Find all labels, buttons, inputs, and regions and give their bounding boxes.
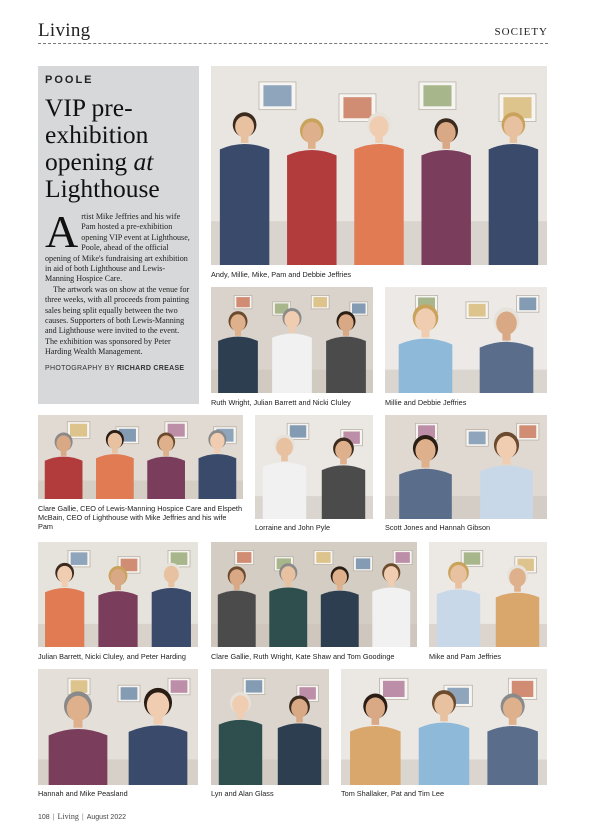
paragraph-2: The artwork was on show at the venue for three weeks, with all proceeds from painting sales being split equally between the two causes. Supporters of both Lewis-Manning and Lighthouse were invited to the event. The exhibition was sponsored by Peter Harding Wealth Management. xyxy=(45,284,190,357)
event-photo xyxy=(211,287,373,393)
article-headline xyxy=(45,94,193,202)
photo-illustration xyxy=(38,669,198,785)
event-photo xyxy=(341,669,547,785)
page-footer xyxy=(38,812,126,821)
event-photo xyxy=(38,669,198,785)
photo-illustration xyxy=(38,415,243,499)
footer-separator: | xyxy=(81,814,84,821)
photo-caption: Ruth Wright, Julian Barrett and Nicki Cluley xyxy=(211,398,351,407)
photo-caption: Millie and Debbie Jeffries xyxy=(385,398,467,407)
photo-illustration xyxy=(341,669,547,785)
event-photo xyxy=(211,66,547,265)
footer-brand: Living xyxy=(57,812,79,821)
photo-caption: Clare Gallie, CEO of Lewis-Manning Hospice Care and Elspeth McBain, CEO of Lighthouse with Mike Jeffries and his wife Pam xyxy=(38,504,243,531)
headline-part-3: Lighthouse xyxy=(45,174,160,203)
photo-illustration xyxy=(211,669,329,785)
photo-caption: Julian Barrett, Nicki Cluley, and Peter Harding xyxy=(38,652,186,661)
page-number: 108 xyxy=(38,814,50,821)
paragraph-1-text: rtist Mike Jeffries and his wife Pam hosted a pre-exhibition opening VIP event at Lighthouse, Poole, ahead of the official opening of Mike's fundraising art exhibition in aid of both Lighthouse and Lewis-Manning Hospice Care. xyxy=(45,212,190,284)
section-label: SOCIETY xyxy=(494,26,548,38)
photo-illustration xyxy=(211,542,417,647)
event-photo xyxy=(385,415,547,519)
paragraph-1 xyxy=(45,206,193,285)
magazine-brand: Living xyxy=(38,20,91,41)
event-photo xyxy=(211,542,417,647)
event-photo xyxy=(38,542,198,647)
photo-illustration xyxy=(385,287,547,393)
drop-cap: A xyxy=(45,206,79,257)
photographer-name: RICHARD CREASE xyxy=(116,364,185,372)
event-photo xyxy=(429,542,547,647)
headline-part-1: VIP pre-exhibition opening xyxy=(45,93,149,176)
photo-illustration xyxy=(211,66,547,265)
photo-illustration xyxy=(211,287,373,393)
credit-label: PHOTOGRAPHY BY xyxy=(45,364,115,372)
photo-caption: Hannah and Mike Peasland xyxy=(38,789,128,798)
footer-separator: | xyxy=(52,814,55,821)
photo-illustration xyxy=(38,542,198,647)
photo-caption: Andy, Millie, Mike, Pam and Debbie Jeffries xyxy=(211,270,352,279)
photo-illustration xyxy=(385,415,547,519)
photo-caption: Mike and Pam Jeffries xyxy=(429,652,502,661)
photo-illustration xyxy=(429,542,547,647)
location-kicker: POOLE xyxy=(45,74,94,86)
event-photo xyxy=(255,415,373,519)
photo-illustration xyxy=(255,415,373,519)
page-header xyxy=(38,18,548,44)
headline-part-2: at xyxy=(133,147,154,176)
issue-date: August 2022 xyxy=(86,814,126,821)
photo-caption: Lyn and Alan Glass xyxy=(211,789,274,798)
photo-caption: Lorraine and John Pyle xyxy=(255,523,331,532)
event-photo xyxy=(385,287,547,393)
article-body xyxy=(45,206,193,358)
event-photo xyxy=(211,669,329,785)
event-photo xyxy=(38,415,243,499)
article-intro-panel xyxy=(38,66,199,404)
photo-caption: Scott Jones and Hannah Gibson xyxy=(385,523,491,532)
photo-caption: Clare Gallie, Ruth Wright, Kate Shaw and Tom Goodinge xyxy=(211,652,395,661)
photo-caption: Tom Shallaker, Pat and Tim Lee xyxy=(341,789,445,798)
photo-credit xyxy=(45,365,193,372)
